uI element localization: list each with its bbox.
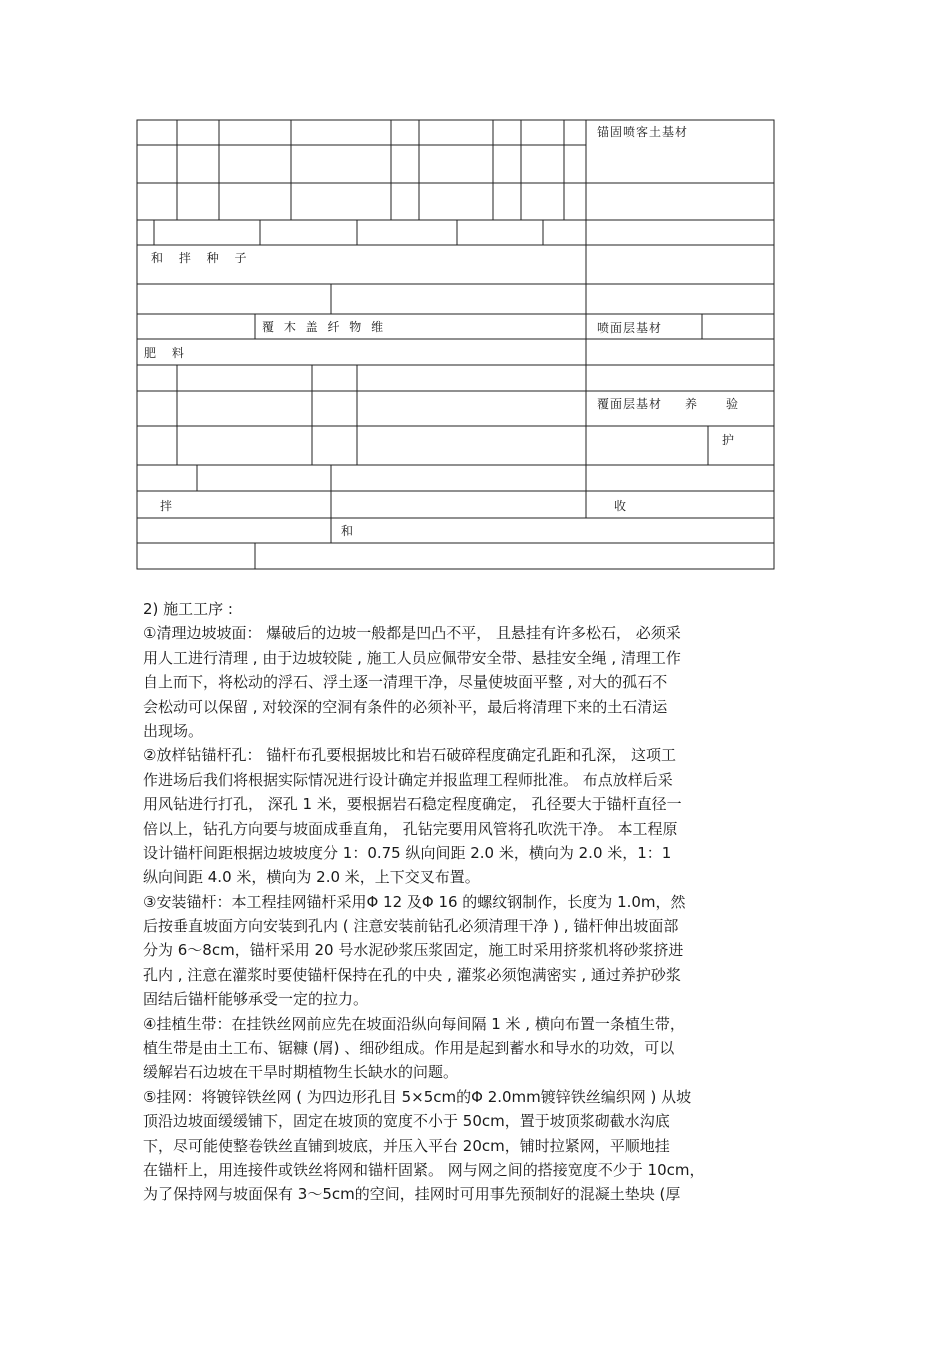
label-protect: 护 xyxy=(722,433,736,447)
body-line: 缓解岩石边坡在干旱时期植物生长缺水的问题。 xyxy=(143,1063,459,1082)
body-line: 用人工进行清理 , 由于边坡较陡 , 施工人员应佩带安全带、悬挂安全绳 , 清理工作 xyxy=(143,648,681,667)
body-line: 纵向间距 4.0 米，横向为 2.0 米，上下交叉布置。 xyxy=(143,868,480,887)
body-line: 作进场后我们将根据实际情况进行设计确定并报监理工程师批准。 布点放样后采 xyxy=(143,770,673,789)
body-line: 下，尽可能使整卷铁丝直铺到坡底，并压入平台 20cm，铺时拉紧网，平顺地挂 xyxy=(143,1136,670,1155)
label-fertilizer: 肥 料 xyxy=(144,346,190,360)
body-line: 分为 6～8cm，锚杆采用 20 号水泥砂浆压浆固定，施工时采用挤浆机将砂浆挤进 xyxy=(143,941,684,960)
label-cover-fiber: 覆 木 盖 纤 物 维 xyxy=(262,320,387,334)
label-anchor-substrate: 锚固喷客土基材 xyxy=(597,125,689,139)
body-line: 孔内 , 注意在灌浆时要使锚杆保持在孔的中央 , 灌浆必须饱满密实 , 通过养护砂浆 xyxy=(143,965,681,984)
process-flowchart xyxy=(0,0,950,580)
body-line: 出现场。 xyxy=(143,721,204,740)
label-mix: 拌 xyxy=(160,499,174,513)
body-line: 为了保持网与坡面保有 3～5cm的空间，挂网时可用事先预制好的混凝土垫块 (厚 xyxy=(143,1185,681,1204)
body-line: 设计锚杆间距根据边坡坡度分 1：0.75 纵向间距 2.0 米，横向为 2.0 米，1：1 xyxy=(143,843,672,862)
body-line: 用风钻进行打孔， 深孔 1 米，要根据岩石稳定程度确定， 孔径要大于锚杆直径一 xyxy=(143,795,682,814)
body-line: ⑤挂网：将镀锌铁丝网 ( 为四边形孔目 5×5cm的Φ 2.0mm镀锌铁丝编织网 ) 从坡 xyxy=(143,1087,692,1106)
body-line: 植生带是由土工布、锯糠 (屑) 、细砂组成。作用是起到蓄水和导水的功效，可以 xyxy=(143,1039,675,1058)
body-line: 后按垂直坡面方向安装到孔内 ( 注意安装前钻孔必须清理干净 ) , 锚杆伸出坡面部 xyxy=(143,917,679,936)
label-mix-seed: 和 拌 种 子 xyxy=(151,251,253,265)
section-title: 2) 施工工序 : xyxy=(143,600,233,618)
body-line: ④挂植生带：在挂铁丝网前应先在坡面沿纵向每间隔 1 米 , 横向布置一条植生带， xyxy=(143,1014,685,1033)
flowchart-grid xyxy=(0,0,950,580)
label-and: 和 xyxy=(341,524,355,538)
label-spray-substrate: 喷面层基材 xyxy=(597,321,663,335)
body-line: 顶沿边坡面缓缓铺下，固定在坡顶的宽度不小于 50cm，置于坡顶浆砌截水沟底 xyxy=(143,1112,670,1131)
body-line: ③安装锚杆：本工程挂网锚杆采用Φ 12 及Φ 16 的螺纹钢制作，长度为 1.0m，然 xyxy=(143,892,686,911)
label-cover-substrate: 覆面层基材 xyxy=(597,397,663,411)
body-line: 倍以上，钻孔方向要与坡面成垂直角， 孔钻完要用风管将孔吹洗干净。 本工程原 xyxy=(143,819,678,838)
body-line: 固结后锚杆能够承受一定的拉力。 xyxy=(143,990,369,1009)
label-maintain: 养 xyxy=(685,397,699,411)
body-line: ②放样钻锚杆孔： 锚杆布孔要根据坡比和岩石破碎程度确定孔距和孔深， 这项工 xyxy=(143,746,676,765)
label-receive: 收 xyxy=(614,499,628,513)
body-line: 在锚杆上，用连接件或铁丝将网和锚杆固紧。 网与网之间的搭接宽度不少于 10cm， xyxy=(143,1160,705,1179)
body-line: 会松动可以保留 , 对较深的空洞有条件的必须补平，最后将清理下来的土石清运 xyxy=(143,697,668,716)
body-line: 自上而下，将松动的浮石、浮土逐一清理干净，尽量使坡面平整 , 对大的孤石不 xyxy=(143,673,668,692)
construction-procedure xyxy=(143,597,833,1207)
body-line: ①清理边坡坡面： 爆破后的边坡一般都是凹凸不平， 且悬挂有许多松石， 必须采 xyxy=(143,624,681,643)
label-inspect: 验 xyxy=(726,397,740,411)
